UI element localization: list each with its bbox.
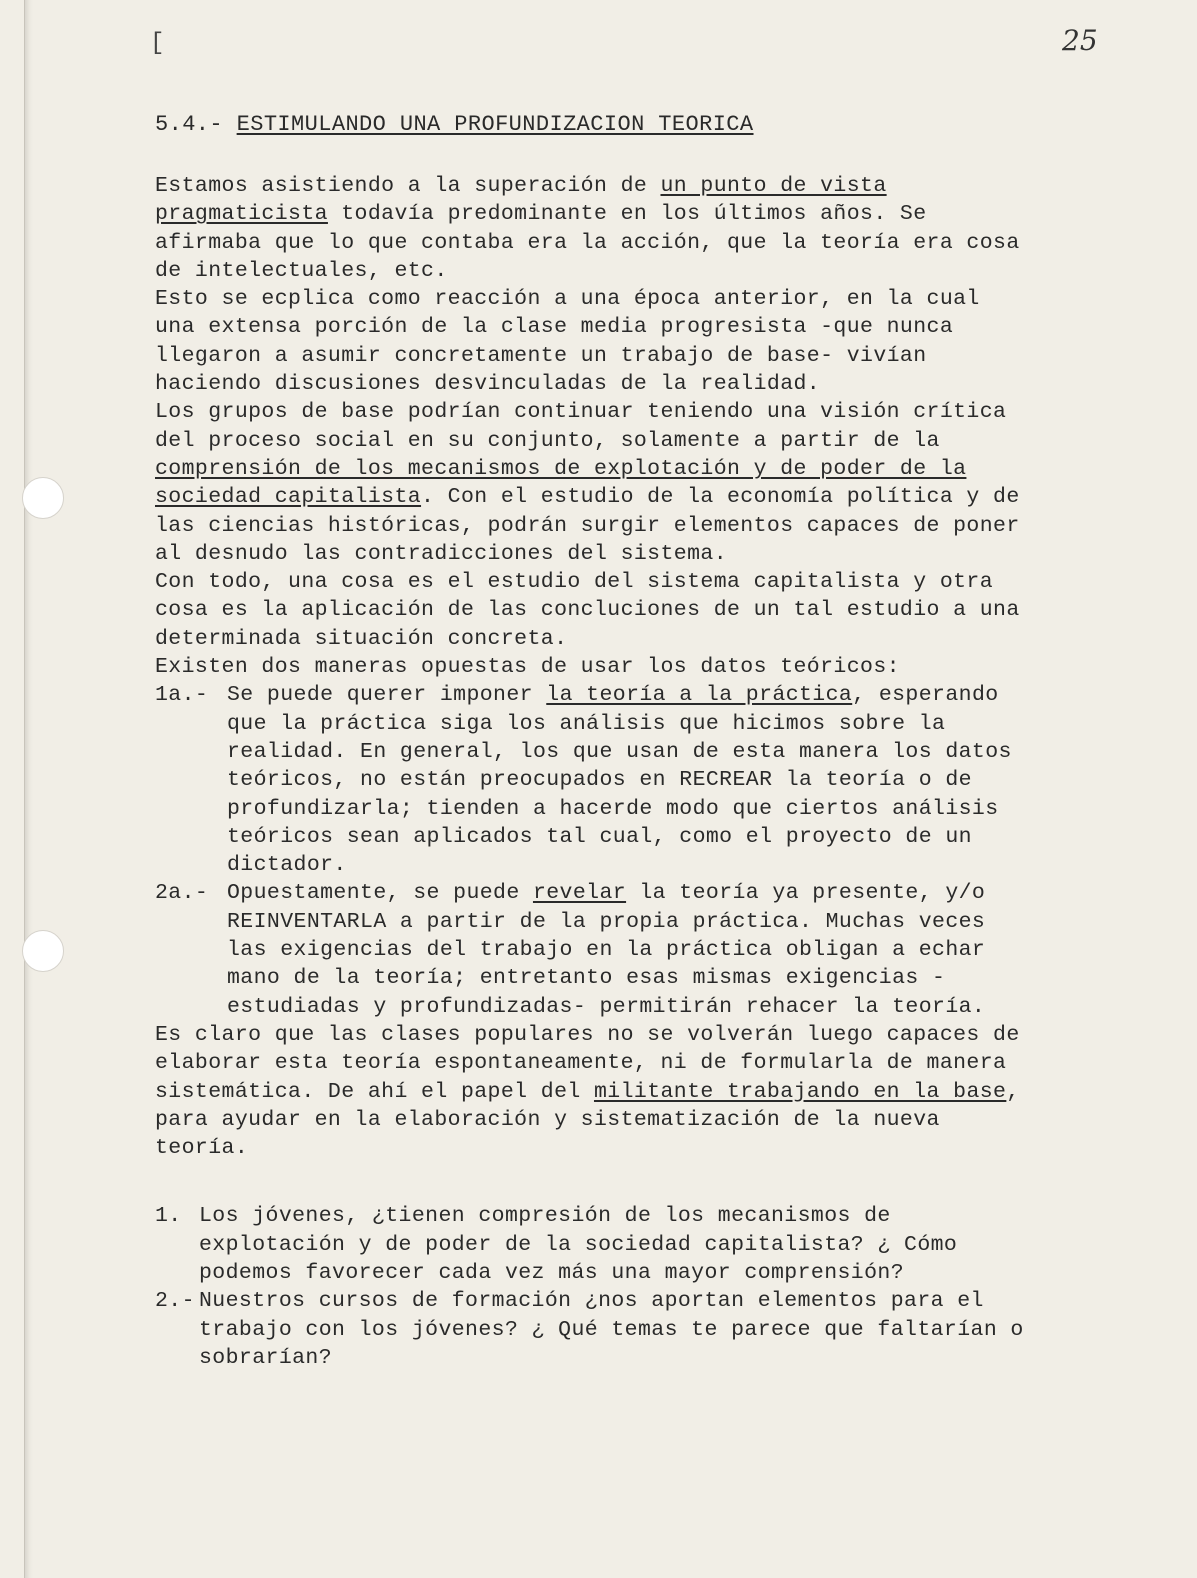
question-number: 2.- xyxy=(155,1289,195,1314)
paragraph-3-underline: comprensión de los mecanismos de explotación y de poder de la sociedad capitalista xyxy=(155,456,967,510)
question-number: 1. xyxy=(155,1204,182,1229)
paragraph-1-text-b: todavía predominante en los últimos años. Se afirmaba que lo que contaba era la acción, que la teoría era cosa de intelectuales, etc. xyxy=(155,202,1020,283)
section-number: 5.4.- xyxy=(155,112,224,137)
question-item xyxy=(155,1287,1025,1372)
closing-text-a: Es claro que las clases populares no se volverán luego capaces de elaborar esta teoría espontaneamente, ni de formularla de manera sistemática. De ahí el papel del xyxy=(155,1022,1020,1104)
paragraph-1 xyxy=(155,172,1025,285)
document-body xyxy=(155,110,1025,1372)
body-text xyxy=(155,172,1025,1162)
list-item-1a xyxy=(155,681,1025,879)
section-title: ESTIMULANDO UNA PROFUNDIZACION TEORICA xyxy=(236,112,754,137)
list-item-2a xyxy=(155,879,1025,1020)
list-item-text xyxy=(227,879,1025,1020)
closing-underline: militante trabajando en la base xyxy=(593,1079,1007,1104)
list-item-text xyxy=(227,681,1025,879)
item-2-underline: revelar xyxy=(532,881,627,906)
item-2-text-b: la teoría ya presente, y/o REINVENTARLA a partir de la propia práctica. Muchas veces las exigencias del trabajo en la práctica obligan a echar mano de la teoría; entretanto esas mismas exigencias -estudiadas y profundizadas- permitirán rehacer la teoría. xyxy=(227,881,986,1019)
question-list xyxy=(155,1202,1025,1372)
punch-hole-top xyxy=(22,477,64,519)
paragraph-3-text-a: Los grupos de base podrían continuar teniendo una visión crítica del proceso social en su conjunto, solamente a partir de la xyxy=(155,400,1007,453)
paragraph-3-text-b: . Con el estudio de la economía política y de las ciencias históricas, podrán surgir elementos capaces de poner al desnudo las contradicciones del sistema. xyxy=(155,485,1020,566)
page-number: 25 xyxy=(1062,24,1098,57)
list-item-number: 2a.- xyxy=(155,881,209,906)
question-item xyxy=(155,1202,1025,1287)
question-text: Los jóvenes, ¿tienen compresión de los mecanismos de explotación y de poder de la sociedad capitalista? ¿ Cómo podemos favorecer cada vez más una mayor comprensión? xyxy=(199,1204,958,1285)
paragraph-1-underline: un punto de vista pragmaticista xyxy=(155,174,887,227)
list-item-number: 1a.- xyxy=(155,683,209,708)
paragraph-2: Esto se ecplica como reacción a una época anterior, en la cual una extensa porción de la clase media progresista -que nunca llegaron a asumir concretamente un trabajo de base- vivían haciendo discusiones desvinculadas de la realidad. xyxy=(155,287,980,397)
closing-text-b: , para ayudar en la elaboración y sistematización de la nueva teoría. xyxy=(155,1079,1020,1161)
item-2-text-a: Opuestamente, se puede xyxy=(227,881,533,906)
paragraph-5: Existen dos maneras opuestas de usar los datos teóricos: xyxy=(155,655,900,680)
item-1-text-a: Se puede querer imponer xyxy=(227,683,547,708)
paragraph-3 xyxy=(155,398,1025,568)
item-1-text-b: , esperando que la práctica siga los análisis que hicimos sobre la realidad. En general, los que usan de esta manera los datos teóricos, no están preocupados en RECREAR la teoría o de profundizarla; tienden a hacerde modo que ciertos análisis teóricos sean aplicados tal cual, como el proyecto de un dictador. xyxy=(227,683,1012,878)
question-text: Nuestros cursos de formación ¿nos aportan elementos para el trabajo con los jóvenes? ¿ Qué temas te parece que faltarían o sobrarían? xyxy=(199,1289,1024,1370)
corner-mark: [ xyxy=(150,30,165,57)
paragraph-1-text-a: Estamos asistiendo a la superación de xyxy=(155,174,661,198)
section-heading xyxy=(155,110,1025,140)
closing-paragraph xyxy=(155,1021,1025,1162)
paragraph-4: Con todo, una cosa es el estudio del sistema capitalista y otra cosa es la aplicación de las concluciones de un tal estudio a una determinada situación concreta. xyxy=(155,570,1020,651)
page-binding-edge xyxy=(24,0,33,1578)
item-1-underline: la teoría a la práctica xyxy=(546,683,853,708)
punch-hole-bottom xyxy=(22,930,64,972)
